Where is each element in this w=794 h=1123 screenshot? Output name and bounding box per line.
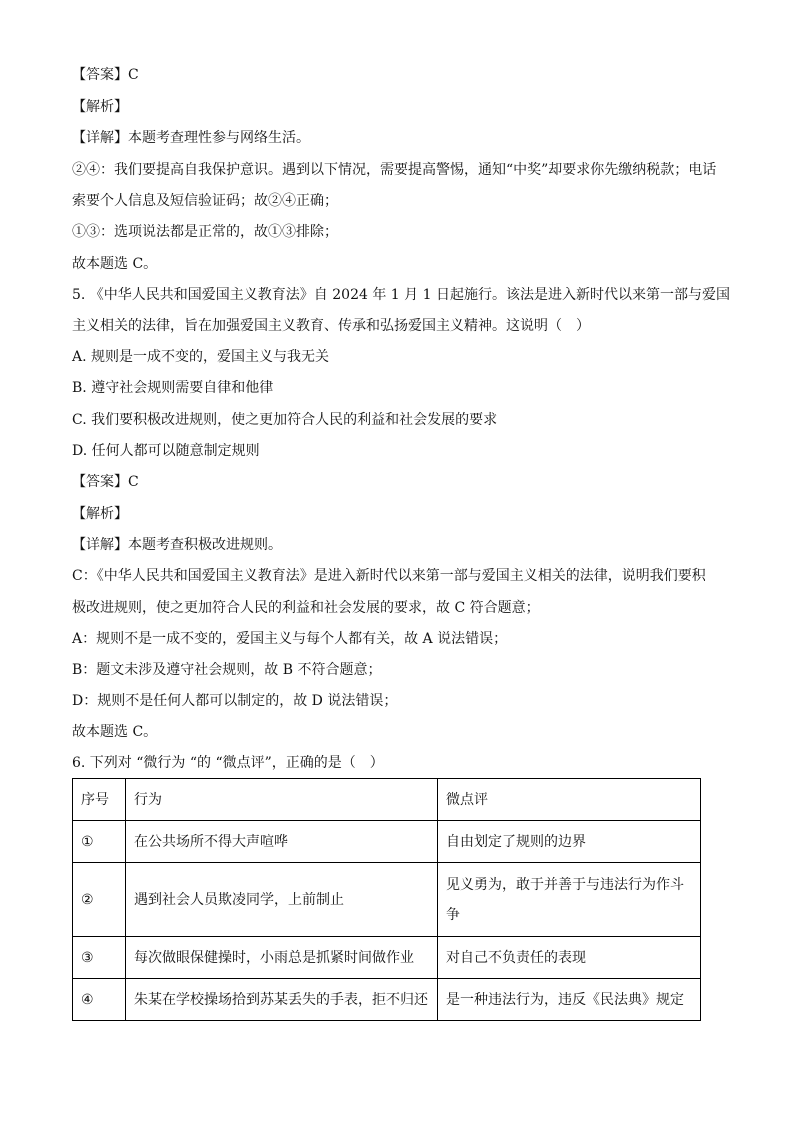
header-behavior: 行为 xyxy=(126,779,438,821)
q6-table xyxy=(72,778,701,1021)
q5-detail: 【详解】本题考查积极改进规则。 xyxy=(72,537,282,553)
table-row xyxy=(73,863,701,937)
q5-stem-line-2: 主义相关的法律，旨在加强爱国主义教育、传承和弘扬爱国主义精神。这说明（ ） xyxy=(72,318,590,334)
q6-stem: 6. 下列对 “微行为 “的 “微点评”，正确的是（ ） xyxy=(72,755,384,771)
q4-answer: 【答案】C xyxy=(72,67,139,83)
q4-detail: 【详解】本题考查理性参与网络生活。 xyxy=(72,130,310,146)
row-number: ② xyxy=(73,863,126,937)
q5-option-d: D. 任何人都可以随意制定规则 xyxy=(72,443,260,459)
q5-conclusion: 故本题选 C。 xyxy=(72,724,158,740)
row-number: ① xyxy=(73,821,126,863)
row-comment: 对自己不负责任的表现 xyxy=(438,937,701,979)
header-comment: 微点评 xyxy=(438,779,701,821)
q5-answer: 【答案】C xyxy=(72,474,139,490)
row-comment: 是一种违法行为，违反《民法典》规定 xyxy=(438,979,701,1021)
q4-conclusion: 故本题选 C。 xyxy=(72,256,158,272)
q5-a-explanation: A：规则不是一成不变的，爱国主义与每个人都有关，故 A 说法错误； xyxy=(72,631,508,647)
q5-c-explanation-line-1: C：《中华人民共和国爱国主义教育法》是进入新时代以来第一部与爱国主义相关的法律，说明我们要积 xyxy=(72,568,706,584)
q4-explanation-line-2: 索要个人信息及短信验证码；故②④正确； xyxy=(72,193,338,209)
q5-c-explanation-line-2: 极改进规则，使之更加符合人民的利益和社会发展的要求，故 C 符合题意； xyxy=(72,600,540,616)
row-number: ④ xyxy=(73,979,126,1021)
q4-explanation-line-3: ①③：选项说法都是正常的，故①③排除； xyxy=(72,224,338,240)
row-comment: 自由划定了规则的边界 xyxy=(438,821,701,863)
table-row xyxy=(73,821,701,863)
table-row xyxy=(73,979,701,1021)
row-behavior: 在公共场所不得大声喧哗 xyxy=(126,821,438,863)
row-behavior: 遇到社会人员欺凌同学，上前制止 xyxy=(126,863,438,937)
row-behavior: 每次做眼保健操时，小雨总是抓紧时间做作业 xyxy=(126,937,438,979)
row-number: ③ xyxy=(73,937,126,979)
q5-stem-line-1: 5. 《中华人民共和国爱国主义教育法》自 2024 年 1 月 1 日起施行。该法是进入新时代以来第一部与爱国 xyxy=(72,287,730,303)
q5-option-a: A. 规则是一成不变的，爱国主义与我无关 xyxy=(72,349,330,365)
q5-b-explanation: B：题文未涉及遵守社会规则，故 B 不符合题意； xyxy=(72,662,382,678)
q4-analysis-heading: 【解析】 xyxy=(72,99,128,115)
header-number: 序号 xyxy=(73,779,126,821)
row-behavior: 朱某在学校操场拾到苏某丢失的手表，拒不归还 xyxy=(126,979,438,1021)
q4-explanation-line-1: ②④：我们要提高自我保护意识。遇到以下情况，需要提高警惕，通知“中奖”却要求你先缴纳税款；电话 xyxy=(72,162,717,178)
q5-d-explanation: D：规则不是任何人都可以制定的，故 D 说法错误； xyxy=(72,693,398,709)
q5-option-b: B. 遵守社会规则需要自律和他律 xyxy=(72,380,274,396)
q5-analysis-heading: 【解析】 xyxy=(72,506,128,522)
q5-option-c: C. 我们要积极改进规则，使之更加符合人民的利益和社会发展的要求 xyxy=(72,412,498,428)
row-comment: 见义勇为，敢于并善于与违法行为作斗 争 xyxy=(438,863,701,937)
table-row xyxy=(73,937,701,979)
table-header-row xyxy=(73,779,701,821)
